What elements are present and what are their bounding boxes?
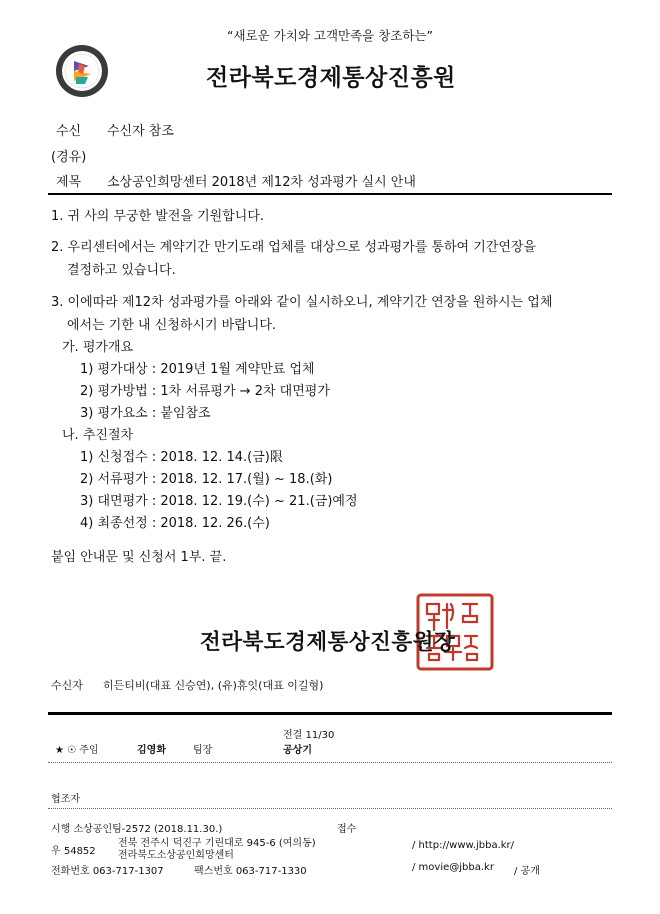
attachment-line: 붙임 안내문 및 신청서 1부. 끝. [51, 550, 227, 565]
section-b-item: 4) 최종선정 : 2018. 12. 26.(수) [80, 516, 270, 531]
paragraph-2-line-2: 결정하고 있습니다. [67, 263, 176, 278]
approval-marks: ★ ☉ 주임 [55, 745, 99, 756]
paragraph-2-line-1: 2. 우리센터에서는 계약기간 만기도래 업체를 대상으로 성과평가를 통하여 기간연장을 [51, 240, 536, 255]
organization-title: 전라북도경제통상진흥원 [206, 65, 456, 91]
subject-value: 소상공인희망센터 2018년 제12차 성과평가 실시 안내 [107, 175, 416, 190]
approver-1: 김영화 [137, 745, 166, 756]
paragraph-3-line-1: 3. 이에따라 제12차 성과평가를 아래와 같이 실시하오니, 계약기간 연장을 원하시는 업체 [51, 295, 553, 310]
address-line-2: 전라북도소상공인희망센터 [118, 850, 234, 861]
address-line-1: 전북 전주시 덕진구 기린대로 945-6 (여의동) [118, 838, 316, 849]
section-b-item: 1) 신청접수 : 2018. 12. 14.(금)限 [80, 450, 283, 465]
section-a-item: 3) 평가요소 : 붙임참조 [80, 406, 211, 421]
section-b-item: 3) 대면평가 : 2018. 12. 19.(수) ~ 21.(금)예정 [80, 494, 358, 509]
cooperator-label: 협조자 [51, 794, 80, 805]
recipients-label: 수신자 [51, 679, 83, 692]
section-a-heading: 가. 평가개요 [62, 340, 134, 355]
slogan: “새로운 가치와 고객만족을 창조하는” [227, 28, 433, 43]
paragraph-3-line-2: 에서는 기한 내 신청하시기 바랍니다. [67, 318, 277, 333]
via-label: (경유) [51, 150, 87, 165]
section-a-item: 2) 평가방법 : 1차 서류평가 → 2차 대면평가 [80, 384, 330, 399]
final-approval-label: 전결 11/30 [283, 730, 335, 741]
footer-divider [48, 712, 612, 715]
approver-2: 공상기 [283, 745, 312, 756]
cooperator-divider [48, 808, 612, 809]
organization-logo-icon [55, 44, 109, 98]
paragraph-1: 1. 귀 사의 무궁한 발전을 기원합니다. [51, 209, 265, 224]
recipients-value: 히든티비(대표 신승연), (유)휴잇(대표 이길형) [103, 679, 324, 692]
fax-number: 팩스번호 063-717-1330 [194, 866, 307, 877]
section-b-item: 2) 서류평가 : 2018. 12. 17.(월) ~ 18.(화) [80, 472, 333, 487]
phone-number: 전화번호 063-717-1307 [51, 866, 164, 877]
section-a-item: 1) 평가대상 : 2019년 1월 계약만료 업체 [80, 362, 315, 377]
postal-code: 우 54852 [51, 846, 96, 857]
section-b-heading: 나. 추진절차 [62, 428, 134, 443]
email-link[interactable]: / movie@jbba.kr [412, 862, 494, 873]
disclosure-status: / 공개 [514, 866, 540, 877]
subject-label: 제목 [56, 175, 82, 190]
receipt-label: 접수 [337, 824, 357, 835]
document-number: 시행 소상공인팀-2572 (2018.11.30.) [51, 824, 223, 835]
approver-2-role: 팀장 [193, 745, 213, 756]
approval-divider [48, 762, 612, 763]
recipient-label: 수신 [56, 124, 82, 139]
signature-title: 전라북도경제통상진흥원장 [200, 630, 456, 655]
header-divider [48, 193, 612, 195]
website-link[interactable]: / http://www.jbba.kr/ [412, 840, 515, 851]
recipient-value: 수신자 참조 [107, 124, 174, 139]
